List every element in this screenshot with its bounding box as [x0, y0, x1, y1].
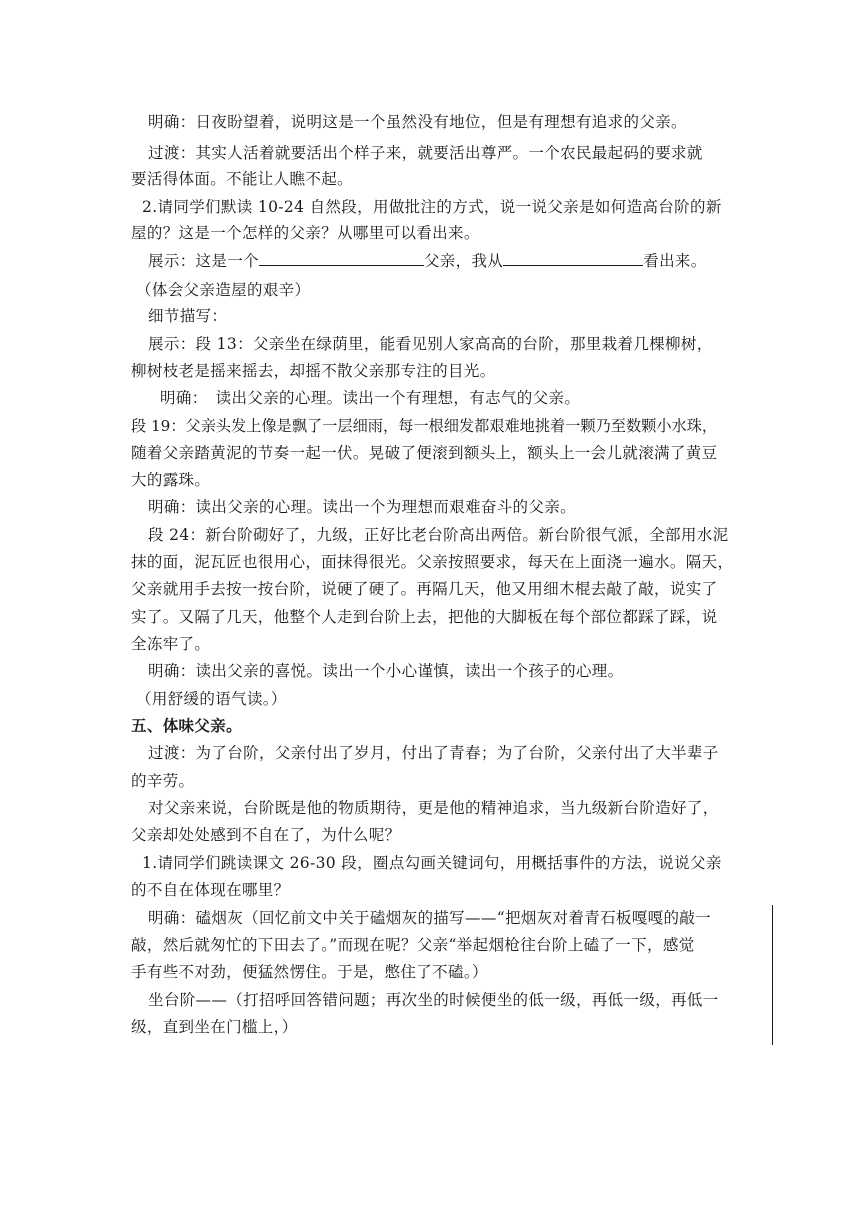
text-line: 大的露珠。 — [131, 471, 211, 489]
text-line: 明确：读出父亲的喜悦。读出一个小心谨慎，读出一个孩子的心理。 — [148, 662, 624, 680]
text-line: 明确：读出父亲的心理。读出一个为理想而艰难奋斗的父亲。 — [148, 498, 576, 516]
text-line: 细节描写： — [148, 307, 228, 325]
text-line: 段 19：父亲头发上像是飘了一层细雨，每一根细发都艰难地挑着一颗乃至数颗小水珠， — [131, 417, 718, 435]
text-line: 全冻牢了。 — [131, 635, 211, 653]
text-line: 要活得体面。不能让人瞧不起。 — [131, 170, 353, 188]
text-line: 柳树枝老是摇来摇去，却摇不散父亲那专注的目光。 — [131, 362, 496, 380]
text-line: 实了。又隔了几天，他整个人走到台阶上去，把他的大脚板在每个部位都踩了踩，说 — [131, 608, 718, 626]
text-line: 展示：段 13：父亲坐在绿荫里，能看见别人家高高的台阶，那里栽着几棵柳树， — [148, 335, 713, 353]
text-line: （用舒缓的语气读。） — [136, 690, 287, 708]
text-line: 父亲就用手去按一按台阶，说硬了硬了。再隔几天，他又用细木棍去敲了敲，说实了 — [131, 580, 718, 598]
text-line: 级，直到坐在门槛上，） — [131, 1018, 298, 1036]
text-line: 明确：日夜盼望着，说明这是一个虽然没有地位，但是有理想有追求的父亲。 — [148, 113, 687, 131]
text-line: 抹的面，泥瓦匠也很用心，面抹得很光。父亲按照要求，每天在上面浇一遍水。隔天， — [131, 553, 734, 571]
fill-in-suffix: 看出来。 — [643, 252, 707, 270]
text-line: 的不自在体现在哪里？ — [131, 881, 290, 899]
text-line: 2.请同学们默读 10-24 自然段，用做批注的方式，说一说父亲是如何造高台阶的新 — [142, 198, 722, 216]
text-line: 过渡：其实人活着就要活出个样子来，就要活出尊严。一个农民最起码的要求就 — [148, 144, 703, 162]
text-line: 明确： 读出父亲的心理。读出一个有理想，有志气的父亲。 — [160, 389, 581, 407]
fill-in-line — [148, 251, 748, 271]
text-line: 明确：磕烟灰（回忆前文中关于磕烟灰的描写——“把烟灰对着青石板嘎嘎的敲一 — [148, 909, 712, 927]
margin-rule — [772, 905, 773, 1045]
answer-blank-1[interactable] — [259, 251, 424, 266]
text-line: 对父亲来说，台阶既是他的物质期待，更是他的精神追求，当九级新台阶造好了， — [148, 799, 719, 817]
text-line: 手有些不对劲，便猛然愣住。于是，憋住了不磕。） — [131, 963, 488, 981]
section-heading: 五、体味父亲。 — [131, 716, 242, 735]
text-line: 随着父亲踏黄泥的节奏一起一伏。晃破了便滚到额头上，额头上一会儿就滚满了黄豆 — [131, 444, 718, 462]
text-line: 敲，然后就匆忙的下田去了。”而现在呢？父亲“举起烟枪往台阶上磕了一下，感觉 — [131, 936, 695, 954]
text-line: 的辛劳。 — [131, 772, 195, 790]
text-line: 坐台阶——（打招呼回答错问题；再次坐的时候便坐的低一级，再低一级，再低一 — [148, 991, 719, 1009]
fill-in-prefix: 展示：这是一个 — [148, 252, 259, 270]
answer-blank-2[interactable] — [503, 251, 643, 266]
text-line: 1.请同学们跳读课文 26-30 段，圈点勾画关键词句，用概括事件的方法，说说父亲 — [142, 854, 722, 872]
text-line: 段 24：新台阶砌好了，九级，正好比老台阶高出两倍。新台阶很气派，全部用水泥 — [148, 526, 729, 544]
fill-in-middle: 父亲，我从 — [423, 252, 504, 270]
text-line: 屋的？这是一个怎样的父亲？从哪里可以看出来。 — [131, 224, 480, 242]
text-line: 父亲却处处感到不自在了，为什么呢？ — [131, 826, 401, 844]
text-line: 过渡：为了台阶，父亲付出了岁月，付出了青春；为了台阶，父亲付出了大半辈子 — [148, 744, 719, 762]
text-line: （体会父亲造屋的艰辛） — [136, 281, 311, 299]
